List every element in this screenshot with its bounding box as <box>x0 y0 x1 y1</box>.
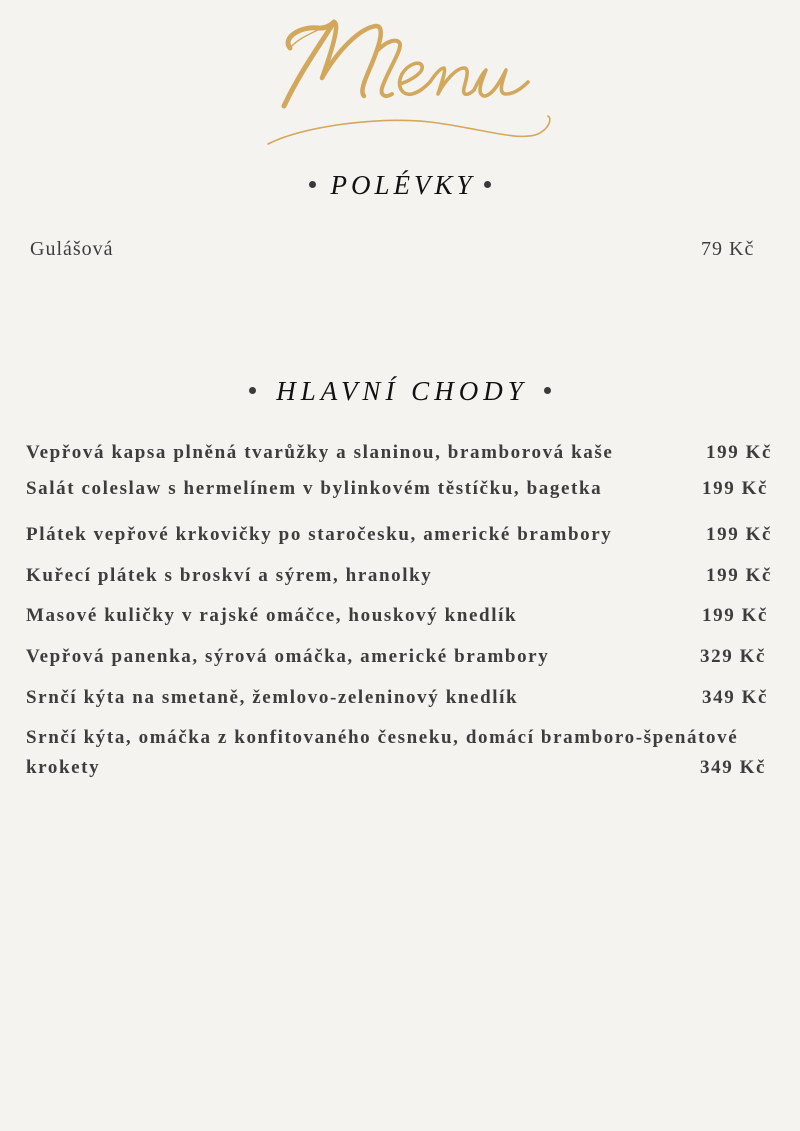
menu-item-price: 199 Kč <box>706 442 773 463</box>
title-letter-m-stroke-2 <box>322 22 381 96</box>
menu-item-price: 79 Kč <box>701 238 755 260</box>
menu-item <box>26 642 776 672</box>
title-letter-m-stroke-3 <box>378 41 400 96</box>
bullet-dot-icon <box>309 181 316 188</box>
menu-title <box>260 10 560 160</box>
menu-item-price: 199 Kč <box>706 524 773 545</box>
menu-item-name: Gulášová <box>30 238 114 260</box>
menu-item-name: Vepřová panenka, sýrová omáčka, americké brambory <box>26 646 550 667</box>
menu-item-name: Plátek vepřové krkovičky po staročesku, americké brambory <box>26 524 613 545</box>
menu-item <box>26 561 776 591</box>
menu-item <box>26 474 776 504</box>
bullet-dot-icon <box>544 387 551 394</box>
title-letter-n <box>430 68 474 94</box>
menu-item-price: 349 Kč <box>700 757 767 778</box>
menu-item-price: 199 Kč <box>702 478 769 499</box>
menu-item <box>30 234 780 264</box>
menu-item-price: 329 Kč <box>700 646 767 667</box>
section-heading-text: POLÉVKY <box>330 170 476 200</box>
menu-item-name: Vepřová kapsa plněná tvarůžky a slaninou, bramborová kaše <box>26 442 614 463</box>
menu-item-name: Kuřecí plátek s broskví a sýrem, hranolky <box>26 565 433 586</box>
menu-title-script <box>260 10 560 160</box>
bullet-dot-icon <box>484 181 491 188</box>
title-letter-u <box>474 70 528 96</box>
title-letter-e <box>400 63 430 94</box>
menu-item <box>26 723 776 783</box>
bullet-dot-icon <box>249 387 256 394</box>
title-flourish <box>268 116 550 144</box>
menu-item-name: Salát coleslaw s hermelínem v bylinkovém těstíčku, bagetka <box>26 478 603 499</box>
section-heading-text: HLAVNÍ CHODY <box>276 376 528 406</box>
menu-item <box>26 520 776 550</box>
menu-item-name: Masové kuličky v rajské omáčce, houskový knedlík <box>26 605 518 626</box>
menu-item-price: 199 Kč <box>706 565 773 586</box>
menu-item-price: 349 Kč <box>702 687 769 708</box>
section-heading-soups <box>0 170 800 201</box>
menu-item-price: 199 Kč <box>702 605 769 626</box>
menu-item <box>26 438 776 468</box>
menu-item <box>26 601 776 631</box>
section-heading-main-courses <box>0 376 800 407</box>
menu-item-name: Srnčí kýta, omáčka z konfitovaného česneku, domácí bramboro-špenátové krokety <box>26 727 739 778</box>
menu-item <box>26 683 776 713</box>
menu-item-name: Srnčí kýta na smetaně, žemlovo-zeleninový knedlík <box>26 687 519 708</box>
